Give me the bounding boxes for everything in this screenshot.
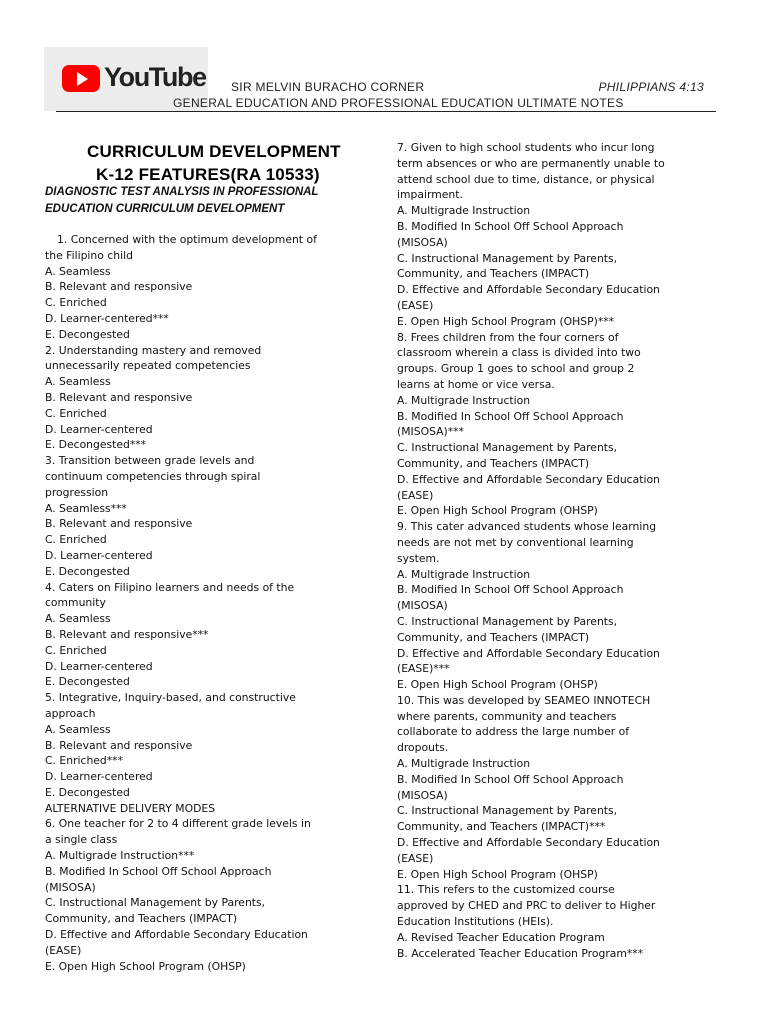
text-line: approved by CHED and PRC to deliver to Higher [397,899,656,913]
text-line: 6. One teacher for 2 to 4 different grade levels in [45,817,311,831]
text-line: B. Modified In School Off School Approach [397,219,624,233]
text-line: C. Instructional Management by Parents, [397,804,618,818]
text-line: continuum competencies through spiral [45,469,261,483]
text-line: C. Instructional Management by Parents, [45,896,266,910]
text-line: the Filipino child [45,248,133,262]
text-line: A. Seamless*** [45,501,127,515]
text-line: needs are not met by conventional learning [397,535,634,549]
text-line: learns at home or vice versa. [397,377,555,391]
text-line: 1. Concerned with the optimum development of [57,233,317,246]
text-line: D. Learner-centered*** [45,311,169,325]
page-title: CURRICULUM DEVELOPMENT [87,142,341,161]
text-line: 5. Integrative, Inquiry-based, and constructive [45,691,296,705]
text-line: 9. This cater advanced students whose learning [397,520,657,534]
text-line: A. Seamless [45,612,111,626]
text-line: D. Effective and Affordable Secondary Education [397,472,660,486]
text-line: (EASE) [45,943,82,957]
text-line: A. Multigrade Instruction [397,393,531,407]
text-line: E. Decongested [45,564,130,578]
text-line: Education Institutions (HEIs). [397,915,554,929]
text-line: E. Open High School Program (OHSP) [397,867,598,881]
text-line: (MISOSA) [397,235,448,249]
text-line: A. Seamless [45,375,111,389]
text-line: B. Relevant and responsive [45,738,193,752]
text-line: B. Modified In School Off School Approach [397,409,624,423]
text-line: D. Effective and Affordable Secondary Education [397,283,660,297]
header-divider [56,111,716,112]
text-line: a single class [45,833,118,847]
text-line: E. Decongested [45,675,130,689]
text-line: E. Open High School Program (OHSP)*** [397,314,615,328]
text-line: (MISOSA) [397,599,448,613]
text-line: A. Seamless [45,264,111,278]
text-line: D. Effective and Affordable Secondary Education [397,836,660,850]
text-line: 2. Understanding mastery and removed [45,343,262,357]
text-line: B. Accelerated Teacher Education Program*** [397,946,644,960]
text-line: classroom wherein a class is divided into two [397,346,641,360]
section-subtitle [45,184,365,218]
text-line: 8. Frees children from the four corners of [397,330,619,344]
text-line: where parents, community and teachers [397,709,617,723]
text-line: D. Learner-centered [45,770,153,784]
text-line: (MISOSA)*** [397,425,464,439]
text-line: 10. This was developed by SEAMEO INNOTECH [397,693,651,707]
text-line: D. Learner-centered [45,422,153,436]
text-line: C. Enriched*** [45,754,123,768]
text-line: D. Effective and Affordable Secondary Education [45,928,308,942]
text-line: Community, and Teachers (IMPACT) [397,630,590,644]
text-line: E. Open High School Program (OHSP) [397,678,598,692]
text-line: E. Open High School Program (OHSP) [397,504,598,518]
text-line: E. Open High School Program (OHSP) [45,959,246,973]
text-line: B. Relevant and responsive [45,390,193,404]
text-line: approach [45,706,96,720]
text-line: E. Decongested [45,327,130,341]
text-line: impairment. [397,188,463,202]
text-line: system. [397,551,440,565]
text-line: Community, and Teachers (IMPACT) [397,267,590,281]
text-line: (MISOSA) [397,788,448,802]
text-line: 4. Caters on Filipino learners and needs of the [45,580,295,594]
left-column [45,232,345,974]
text-line: (MISOSA) [45,880,96,894]
text-line: D. Learner-centered [45,548,153,562]
text-line: (EASE) [397,851,434,865]
text-line: ALTERNATIVE DELIVERY MODES [45,801,216,815]
text-line: 11. This refers to the customized course [397,883,615,897]
text-line: Community, and Teachers (IMPACT) [45,912,238,926]
text-line: progression [45,485,109,499]
text-line: C. Enriched [45,296,107,310]
right-column [397,140,697,961]
text-line: dropouts. [397,741,449,755]
text-line: B. Relevant and responsive [45,517,193,531]
text-line: attend school due to time, distance, or physical [397,172,655,186]
text-line: C. Enriched [45,533,107,547]
text-line: E. Decongested [45,785,130,799]
text-line: (EASE)*** [397,662,450,676]
text-line: B. Modified In School Off School Approach [45,864,272,878]
text-line: term absences or who are permanently unable to [397,156,665,170]
text-line: A. Multigrade Instruction [397,204,531,218]
text-line: A. Multigrade Instruction*** [45,849,195,863]
text-line: 3. Transition between grade levels and [45,454,255,468]
text-line: C. Instructional Management by Parents, [397,251,618,265]
text-line: (EASE) [397,488,434,502]
text-line: Community, and Teachers (IMPACT)*** [397,820,606,834]
text-line: A. Seamless [45,722,111,736]
text-line: C. Instructional Management by Parents, [397,614,618,628]
text-line: community [45,596,106,610]
header-verse: PHILIPPIANS 4:13 [598,80,704,94]
text-line: (EASE) [397,298,434,312]
text-line: C. Instructional Management by Parents, [397,441,618,455]
text-line: unnecessarily repeated competencies [45,359,251,373]
text-line: A. Revised Teacher Education Program [397,930,605,944]
text-line: C. Enriched [45,406,107,420]
header-subtitle: GENERAL EDUCATION AND PROFESSIONAL EDUCATION ULTIMATE NOTES [173,96,624,110]
text-line: B. Modified In School Off School Approach [397,772,624,786]
header-author: SIR MELVIN BURACHO CORNER [231,80,425,94]
text-line: B. Relevant and responsive [45,280,193,294]
section-subtitle-line: DIAGNOSTIC TEST ANALYSIS IN PROFESSIONAL [45,186,319,198]
text-line: Community, and Teachers (IMPACT) [397,456,590,470]
page-title-sub: K-12 FEATURES(RA 10533) [96,165,320,184]
text-line: B. Modified In School Off School Approach [397,583,624,597]
text-line: E. Decongested*** [45,438,147,452]
text-line: collaborate to address the large number of [397,725,630,739]
youtube-play-icon [62,65,100,92]
youtube-wordmark: YouTube [104,62,206,92]
text-line: 7. Given to high school students who incur long [397,141,655,154]
text-line: C. Enriched [45,643,107,657]
text-line: A. Multigrade Instruction [397,567,531,581]
text-line: D. Effective and Affordable Secondary Education [397,646,660,660]
text-line: groups. Group 1 goes to school and group 2 [397,362,635,376]
section-subtitle-line: EDUCATION CURRICULUM DEVELOPMENT [45,203,285,215]
text-line: D. Learner-centered [45,659,153,673]
text-line: B. Relevant and responsive*** [45,627,209,641]
text-line: A. Multigrade Instruction [397,757,531,771]
